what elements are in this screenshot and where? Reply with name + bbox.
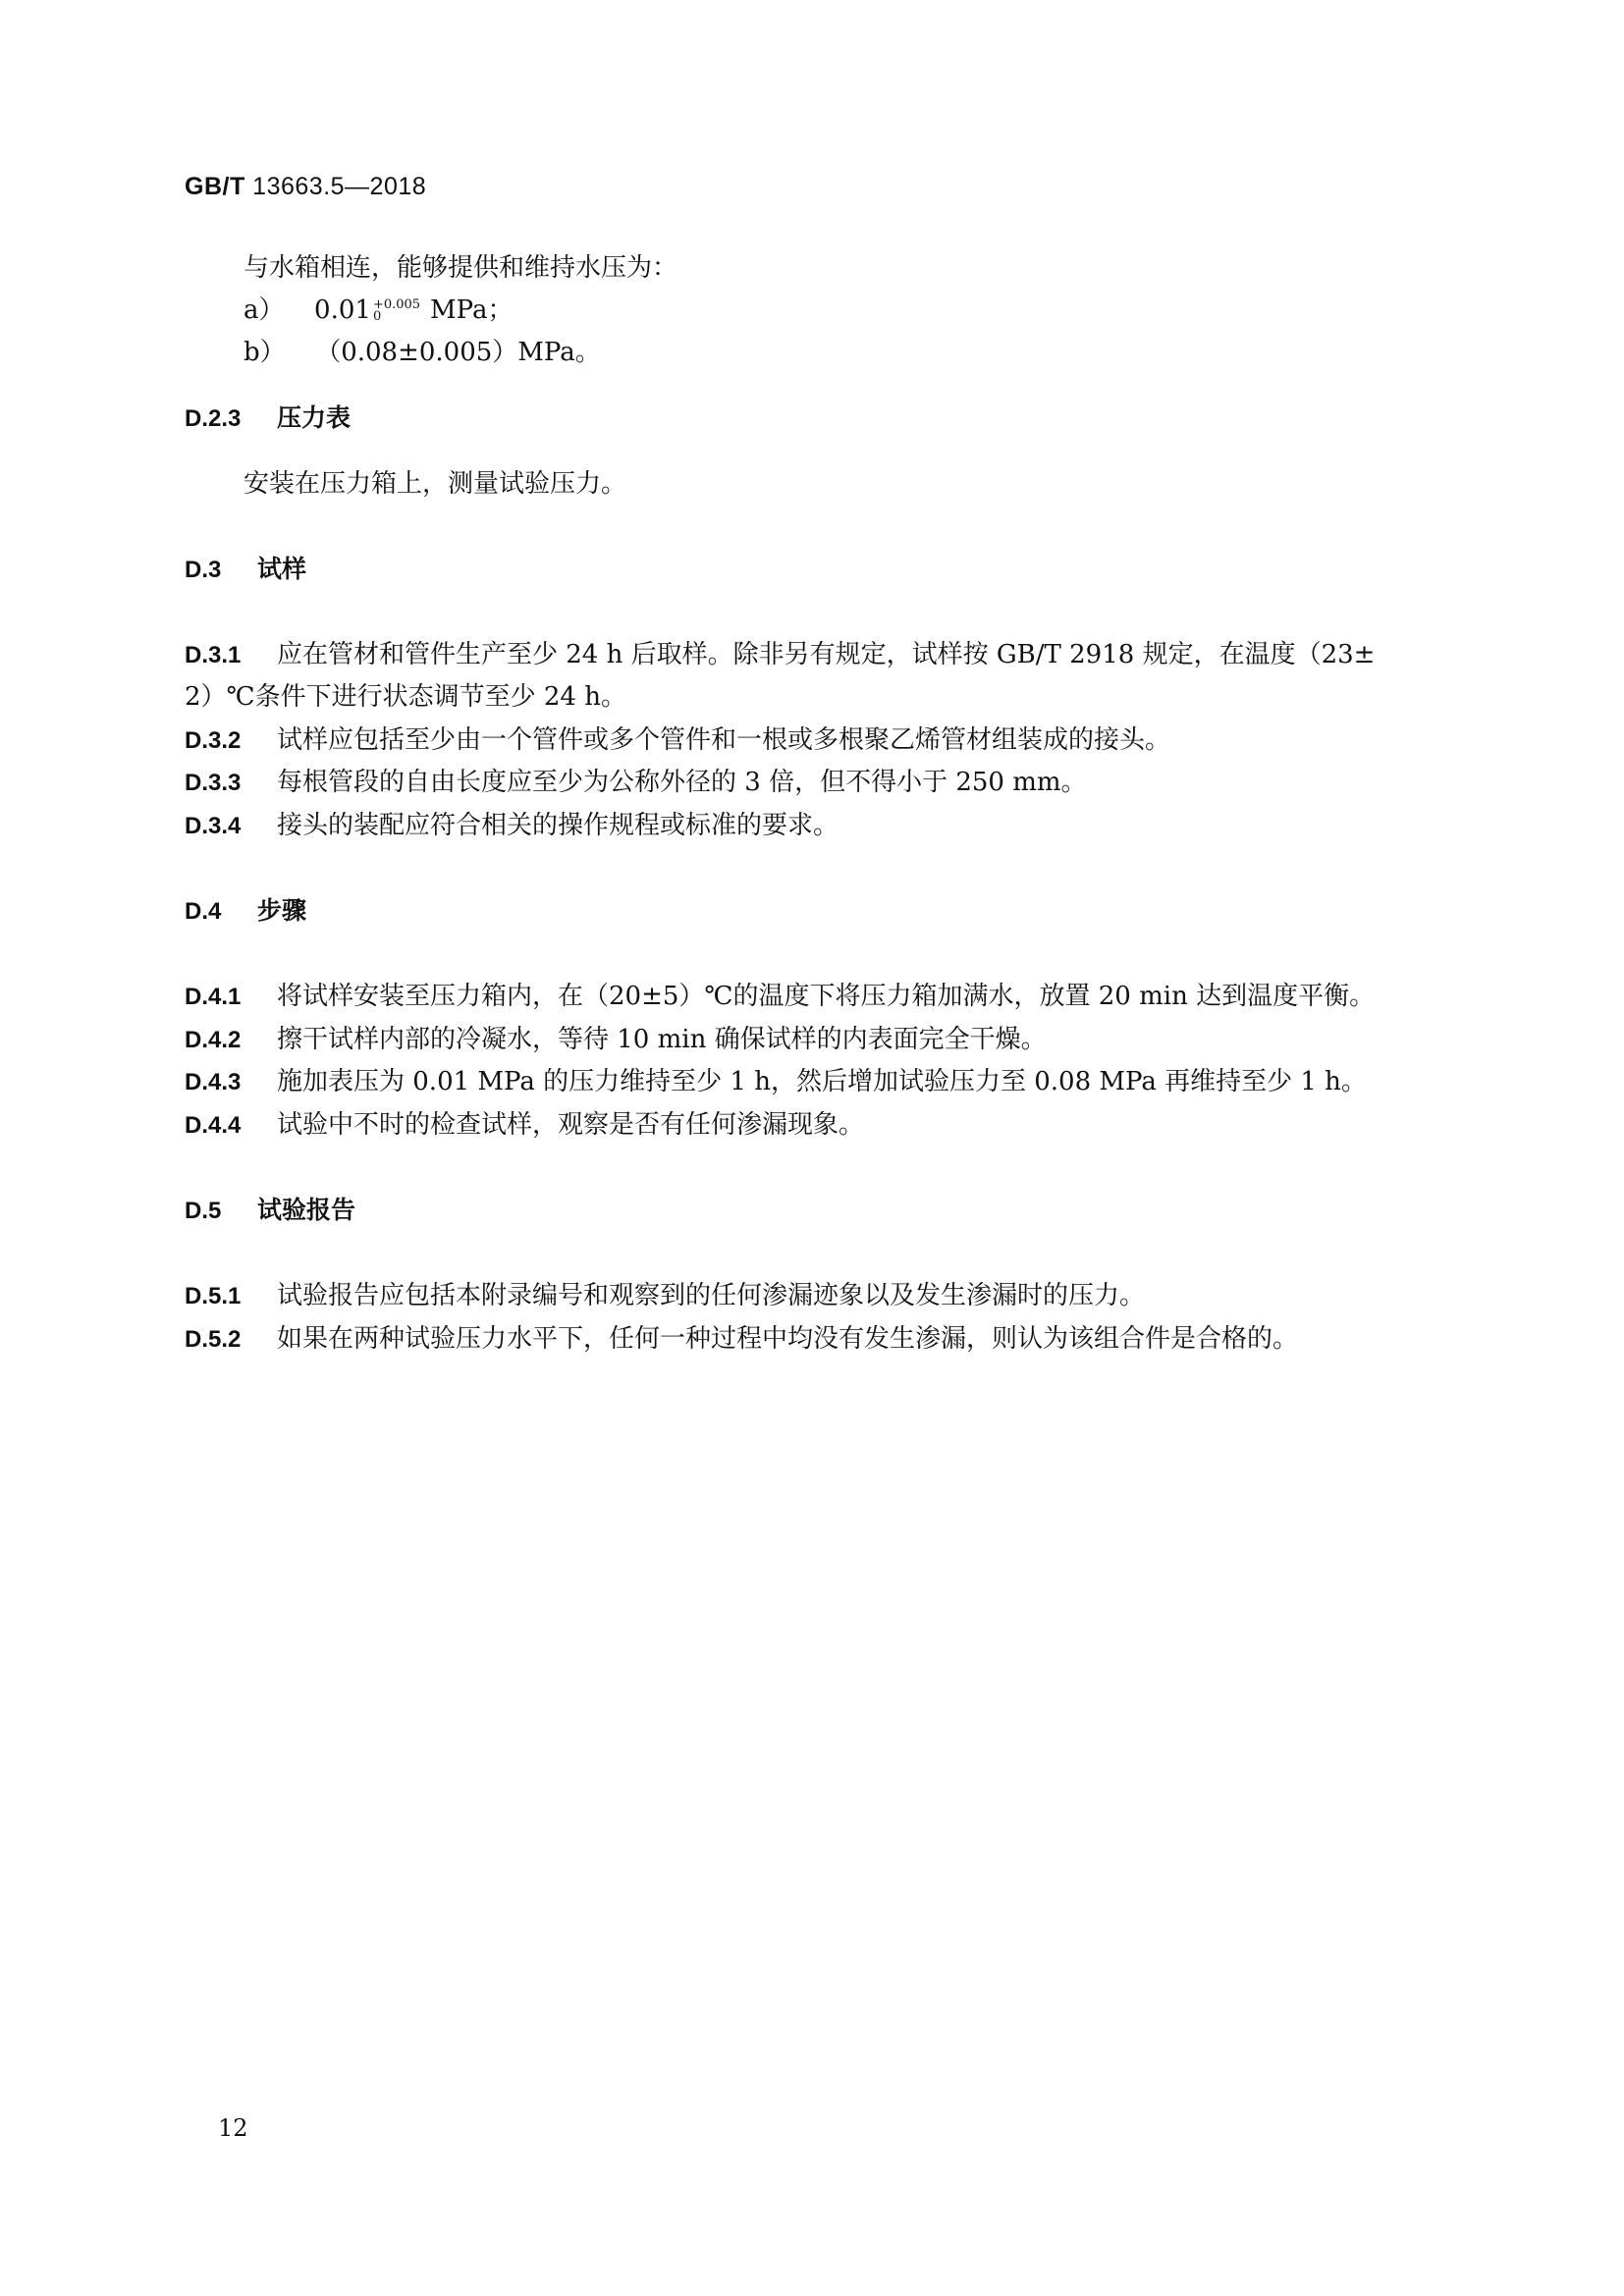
clause-d31-continuation: 2）℃条件下进行状态调节至少 24 h。 [185, 682, 626, 712]
section-number: D.5 [185, 1198, 222, 1224]
section-title: 压力表 [277, 403, 352, 432]
clause-d41 [185, 980, 1375, 1014]
document-header [185, 173, 426, 201]
section-number: D.4 [185, 898, 222, 925]
clause-number: D.3.4 [185, 813, 242, 839]
clause-number: D.5.2 [185, 1326, 242, 1353]
page-number: 12 [218, 2114, 248, 2142]
tolerance-lower: 0 [372, 309, 382, 324]
clause-d32 [185, 723, 1170, 758]
clause-number: D.5.1 [185, 1283, 242, 1309]
section-d23-heading [185, 401, 351, 436]
clause-text: 如果在两种试验压力水平下，任何一种过程中均没有发生渗漏，则认为该组合件是合格的。 [277, 1324, 1299, 1354]
clause-text: 接头的装配应符合相关的操作规程或标准的要求。 [277, 811, 839, 840]
list-item-a-unit: MPa； [430, 295, 514, 325]
section-d23-text: 安装在压力箱上，测量试验压力。 [244, 469, 627, 499]
section-title: 试样 [257, 555, 307, 583]
clause-text: 每根管段的自由长度应至少为公称外径的 3 倍，但不得小于 250 mm。 [277, 768, 1087, 797]
clause-number: D.4.3 [185, 1069, 242, 1095]
standard-number: 13663.5—2018 [252, 173, 427, 200]
clause-d44 [185, 1108, 864, 1143]
section-title: 试验报告 [257, 1196, 356, 1224]
clause-d34 [185, 809, 839, 843]
list-item-a-base: 0.01 [314, 295, 371, 325]
clause-text: 试样应包括至少由一个管件或多个管件和一根或多根聚乙烯管材组装成的接头。 [277, 725, 1171, 755]
tolerance-upper: +0.005 [372, 297, 421, 312]
clause-text: 将试样安装至压力箱内，在（20±5）℃的温度下将压力箱加满水，放置 20 min 达到温度平衡。 [277, 982, 1376, 1011]
clause-d51 [185, 1279, 1145, 1313]
section-d3-heading [185, 553, 306, 587]
section-number: D.2.3 [185, 405, 242, 432]
section-d5-heading [185, 1194, 355, 1228]
list-item-b-label: b） [244, 338, 286, 367]
standard-prefix: GB/T [185, 173, 245, 200]
clause-d31 [185, 638, 1375, 672]
list-item-b-text: （0.08±0.005）MPa。 [315, 338, 601, 367]
section-d4-heading [185, 894, 306, 929]
section-number: D.3 [185, 557, 222, 583]
clause-text: 应在管材和管件生产至少 24 h 后取样。除非另有规定，试样按 GB/T 2918 规定，在温度（23± [277, 640, 1376, 669]
clause-text: 试验报告应包括本附录编号和观察到的任何渗漏迹象以及发生渗漏时的压力。 [277, 1281, 1146, 1310]
intro-line: 与水箱相连，能够提供和维持水压为： [244, 253, 678, 283]
clause-d42 [185, 1023, 1047, 1057]
clause-d43 [185, 1065, 1367, 1099]
clause-text: 试验中不时的检查试样，观察是否有任何渗漏现象。 [277, 1110, 865, 1140]
clause-text: 擦干试样内部的冷凝水，等待 10 min 确保试样的内表面完全干燥。 [277, 1025, 1047, 1054]
clause-d52 [185, 1322, 1298, 1357]
clause-d33 [185, 766, 1087, 800]
clause-number: D.4.2 [185, 1027, 242, 1053]
clause-number: D.3.1 [185, 642, 242, 668]
list-item-a [244, 294, 514, 327]
clause-number: D.4.1 [185, 984, 242, 1010]
list-item-b [244, 336, 601, 369]
clause-text: 施加表压为 0.01 MPa 的压力维持至少 1 h，然后增加试验压力至 0.08 MPa 再维持至少 1 h。 [277, 1067, 1367, 1096]
section-title: 步骤 [257, 896, 307, 925]
clause-number: D.3.2 [185, 727, 242, 754]
clause-number: D.3.3 [185, 770, 242, 796]
list-item-a-label: a） [244, 295, 285, 325]
clause-number: D.4.4 [185, 1112, 242, 1139]
tolerance-superscript [373, 299, 420, 323]
